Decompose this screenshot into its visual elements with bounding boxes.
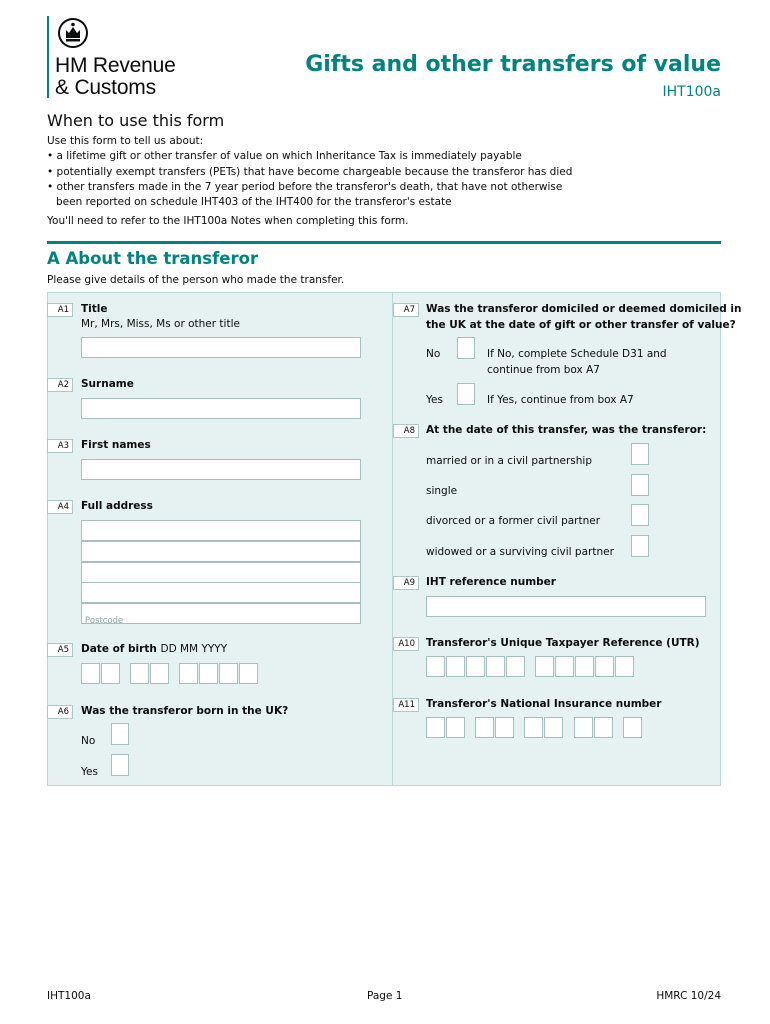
postcode-input[interactable]	[81, 603, 361, 624]
nino-char-6[interactable]	[544, 717, 563, 738]
form-title: Gifts and other transfers of value	[305, 52, 721, 77]
logo-bar	[47, 16, 49, 98]
dob-month-digit-1[interactable]	[130, 663, 149, 684]
marital-widowed-checkbox[interactable]	[631, 535, 649, 557]
address-line-4-input[interactable]	[81, 582, 361, 603]
nino-char-4[interactable]	[495, 717, 514, 738]
nino-char-9[interactable]	[623, 717, 642, 738]
full-address-label: Full address	[81, 500, 153, 512]
utr-digit-5[interactable]	[506, 656, 525, 677]
question-number-a2: A2	[47, 378, 73, 392]
domiciled-no-label: No	[426, 348, 441, 360]
question-number-a8: A8	[393, 424, 419, 438]
footer-form-code: IHT100a	[47, 990, 91, 1002]
question-number-a1: A1	[47, 303, 73, 317]
question-number-a7: A7	[393, 303, 419, 317]
question-number-a11: A11	[393, 698, 419, 712]
crown-crest-icon	[58, 16, 88, 50]
title-label: Title	[81, 303, 108, 315]
date-of-birth-label-text: Date of birth	[81, 643, 157, 655]
surname-label: Surname	[81, 378, 134, 390]
utr-digit-7[interactable]	[555, 656, 574, 677]
utr-digit-2[interactable]	[446, 656, 465, 677]
question-number-a10: A10	[393, 637, 419, 651]
domiciled-no-checkbox[interactable]	[457, 337, 475, 359]
question-number-a9: A9	[393, 576, 419, 590]
marital-married-checkbox[interactable]	[631, 443, 649, 465]
nino-char-5[interactable]	[524, 717, 543, 738]
domiciled-no-note-line-1: If No, complete Schedule D31 and	[487, 348, 667, 360]
national-insurance-label: Transferor's National Insurance number	[426, 698, 662, 710]
logo-line-1: HM Revenue	[55, 54, 176, 77]
nino-char-8[interactable]	[594, 717, 613, 738]
form-code: IHT100a	[662, 84, 721, 100]
section-subtitle: Please give details of the person who made the transfer.	[47, 274, 345, 286]
domiciled-label-line-1: Was the transferor domiciled or deemed domiciled in	[426, 303, 742, 315]
title-input[interactable]	[81, 337, 361, 358]
utr-label: Transferor's Unique Taxpayer Reference (UTR)	[426, 637, 700, 649]
footer-page-number: Page 1	[367, 990, 403, 1002]
utr-digit-3[interactable]	[466, 656, 485, 677]
utr-digit-10[interactable]	[615, 656, 634, 677]
dob-year-digit-1[interactable]	[179, 663, 198, 684]
utr-digit-1[interactable]	[426, 656, 445, 677]
born-in-uk-no-label: No	[81, 735, 96, 747]
question-number-a4: A4	[47, 500, 73, 514]
postcode-placeholder: Postcode	[85, 616, 124, 626]
footer-version: HMRC 10/24	[656, 990, 721, 1002]
nino-char-1[interactable]	[426, 717, 445, 738]
utr-digit-8[interactable]	[575, 656, 594, 677]
question-number-a3: A3	[47, 439, 73, 453]
intro-bullet: • potentially exempt transfers (PETs) that have become chargeable because the transferor has died	[47, 165, 573, 178]
section-title: A About the transferor	[47, 249, 259, 268]
iht-reference-input[interactable]	[426, 596, 706, 617]
iht-reference-label: IHT reference number	[426, 576, 556, 588]
marital-divorced-checkbox[interactable]	[631, 504, 649, 526]
intro-lead: Use this form to tell us about:	[47, 135, 204, 147]
address-line-3-input[interactable]	[81, 562, 361, 583]
first-names-label: First names	[81, 439, 151, 451]
question-number-a6: A6	[47, 705, 73, 719]
marital-single-checkbox[interactable]	[631, 474, 649, 496]
notes-reference: You'll need to refer to the IHT100a Notes when completing this form.	[47, 215, 409, 227]
born-in-uk-label: Was the transferor born in the UK?	[81, 705, 289, 717]
born-in-uk-yes-label: Yes	[81, 766, 98, 778]
nino-char-7[interactable]	[574, 717, 593, 738]
dob-month-digit-2[interactable]	[150, 663, 169, 684]
marital-option-divorced: divorced or a former civil partner	[426, 515, 601, 527]
address-line-1-input[interactable]	[81, 520, 361, 541]
date-of-birth-label	[81, 641, 227, 657]
intro-bullet: • other transfers made in the 7 year period before the transferor's death, that have not otherwise	[47, 180, 563, 193]
dob-day-digit-1[interactable]	[81, 663, 100, 684]
marital-status-label: At the date of this transfer, was the transferor:	[426, 424, 707, 436]
born-in-uk-yes-checkbox[interactable]	[111, 754, 129, 776]
date-of-birth-hint: DD MM YYYY	[160, 643, 228, 655]
dob-year-digit-4[interactable]	[239, 663, 258, 684]
marital-option-single: single	[426, 485, 458, 497]
section-divider	[47, 241, 721, 244]
logo-line-2: & Customs	[55, 76, 156, 99]
dob-year-digit-3[interactable]	[219, 663, 238, 684]
title-hint: Mr, Mrs, Miss, Ms or other title	[81, 318, 240, 330]
domiciled-yes-checkbox[interactable]	[457, 383, 475, 405]
utr-digit-4[interactable]	[486, 656, 505, 677]
utr-digit-6[interactable]	[535, 656, 554, 677]
domiciled-yes-note: If Yes, continue from box A7	[487, 394, 634, 406]
utr-digit-9[interactable]	[595, 656, 614, 677]
dob-year-digit-2[interactable]	[199, 663, 218, 684]
first-names-input[interactable]	[81, 459, 361, 480]
marital-option-widowed: widowed or a surviving civil partner	[426, 546, 614, 558]
intro-bullet-continued: been reported on schedule IHT403 of the IHT400 for the transferor's estate	[56, 196, 452, 209]
intro-text	[47, 134, 727, 210]
domiciled-yes-label: Yes	[426, 394, 443, 406]
nino-char-2[interactable]	[446, 717, 465, 738]
domiciled-no-note-line-2: continue from box A7	[487, 364, 600, 376]
when-to-use-heading: When to use this form	[47, 111, 225, 130]
born-in-uk-no-checkbox[interactable]	[111, 723, 129, 745]
domiciled-label-line-2: the UK at the date of gift or other transfer of value?	[426, 319, 736, 331]
marital-option-married: married or in a civil partnership	[426, 455, 593, 467]
nino-char-3[interactable]	[475, 717, 494, 738]
surname-input[interactable]	[81, 398, 361, 419]
dob-day-digit-2[interactable]	[101, 663, 120, 684]
intro-bullet: • a lifetime gift or other transfer of value on which Inheritance Tax is immediately payable	[47, 150, 522, 163]
question-number-a5: A5	[47, 643, 73, 657]
address-line-2-input[interactable]	[81, 541, 361, 562]
